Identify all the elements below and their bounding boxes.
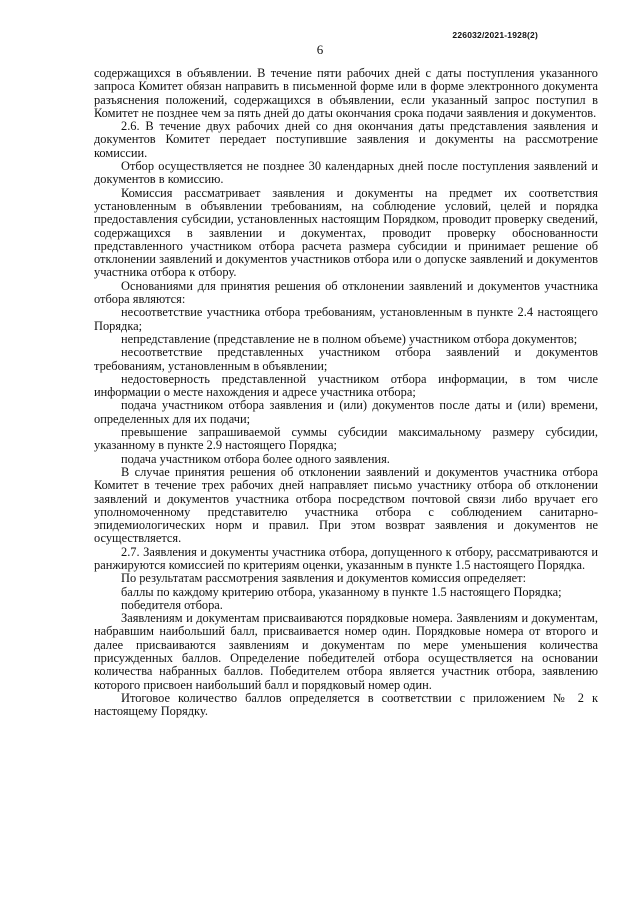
list-item: непредставление (представление не в полном объеме) участником отбора документов;: [121, 331, 578, 346]
list-item: баллы по каждому критерию отбора, указанному в пункте 1.5 настоящего Порядка;: [121, 584, 562, 599]
document-body: [94, 67, 598, 719]
document-id: 226032/2021-1928(2): [452, 30, 538, 40]
list-item: недостоверность представленной участником отбора информации, в том числе информации о месте нахождения и адресе участника отбора;: [94, 371, 598, 400]
page-number: 6: [316, 42, 324, 57]
list-item: несоответствие участника отбора требованиям, установленным в пункте 2.4 настоящего Порядка;: [94, 305, 598, 333]
paragraph: В случае принятия решения об отклонении заявлений и документов участника отбора Комитет в течение трех рабочих дней направляет письмо участнику отбора об отклонении заявлений и документов участника отбора посредством почтовой связи либо вручает его уполномоченному представителю участника отбора с соблюдением санитарно-эпидемиологических норм и правил. При этом возврат заявления и документов не осуществляется.: [94, 464, 598, 546]
paragraph: Заявлениям и документам присваиваются порядковые номера. Заявлениям и документам, набравшим наибольший балл, присваивается номер один. Порядковые номера от второго и далее присваиваются заявлениям и документам по мере уменьшения количества присужденных баллов. Определение победителей отбора осуществляется на основании количества набранных баллов. Победителем отбора является участник отбора, заявлению которого присвоен наибольший балл и порядковый номер один.: [94, 611, 598, 692]
list-item: победителя отбора.: [121, 597, 223, 612]
paragraph: 2.6. В течение двух рабочих дней со дня окончания даты представления заявления и документов Комитет передает поступившие заявления и документы на рассмотрение комиссии.: [94, 119, 598, 160]
paragraph: Комиссия рассматривает заявления и документы на предмет их соответствия установленным в объявлении требованиям, на соблюдение условий, целей и порядка предоставления субсидии, установленных настоящим Порядком, проводит проверку сведений, содержащихся в заявлении и документах, проводит проверку обоснованности представленного участником отбора расчета размера субсидии и принимает решение об отклонении заявлений и документов участников отбора или о допуске заявлений и документов участника отбора к отбору.: [94, 185, 598, 280]
paragraph: Основаниями для принятия решения об отклонении заявлений и документов участника отбора являются:: [94, 278, 598, 307]
list-item: подача участником отбора заявления и (или) документов после даты и (или) времени, определенных для их подачи;: [94, 398, 598, 426]
list-item: подача участником отбора более одного заявления.: [121, 451, 390, 466]
paragraph: Отбор осуществляется не позднее 30 календарных дней после поступления заявлений и документов в комиссию.: [94, 159, 598, 187]
list-item: несоответствие представленных участником отбора заявлений и документов требованиям, установленным в объявлении;: [94, 345, 598, 373]
paragraph: По результатам рассмотрения заявления и документов комиссия определяет:: [121, 571, 527, 586]
paragraph: 2.7. Заявления и документы участника отбора, допущенного к отбору, рассматриваются и ранжируются комиссией по критериям оценки, указанным в пункте 1.5 настоящего Порядка.: [94, 544, 598, 572]
list-item: превышение запрашиваемой суммы субсидии максимальному размеру субсидии, указанному в пункте 2.9 настоящего Порядка;: [94, 425, 598, 453]
paragraph: Итоговое количество баллов определяется в соответствии с приложением № 2 к настоящему Порядку.: [94, 690, 598, 719]
paragraph: содержащихся в объявлении. В течение пяти рабочих дней с даты поступления указанного запроса Комитет обязан направить в письменной форме или в форме электронного документа разъяснения положений, содержащихся в объявлении, если указанный запрос поступил в Комитет не позднее чем за пять дней до даты окончания срока подачи заявления и документов.: [94, 66, 598, 120]
